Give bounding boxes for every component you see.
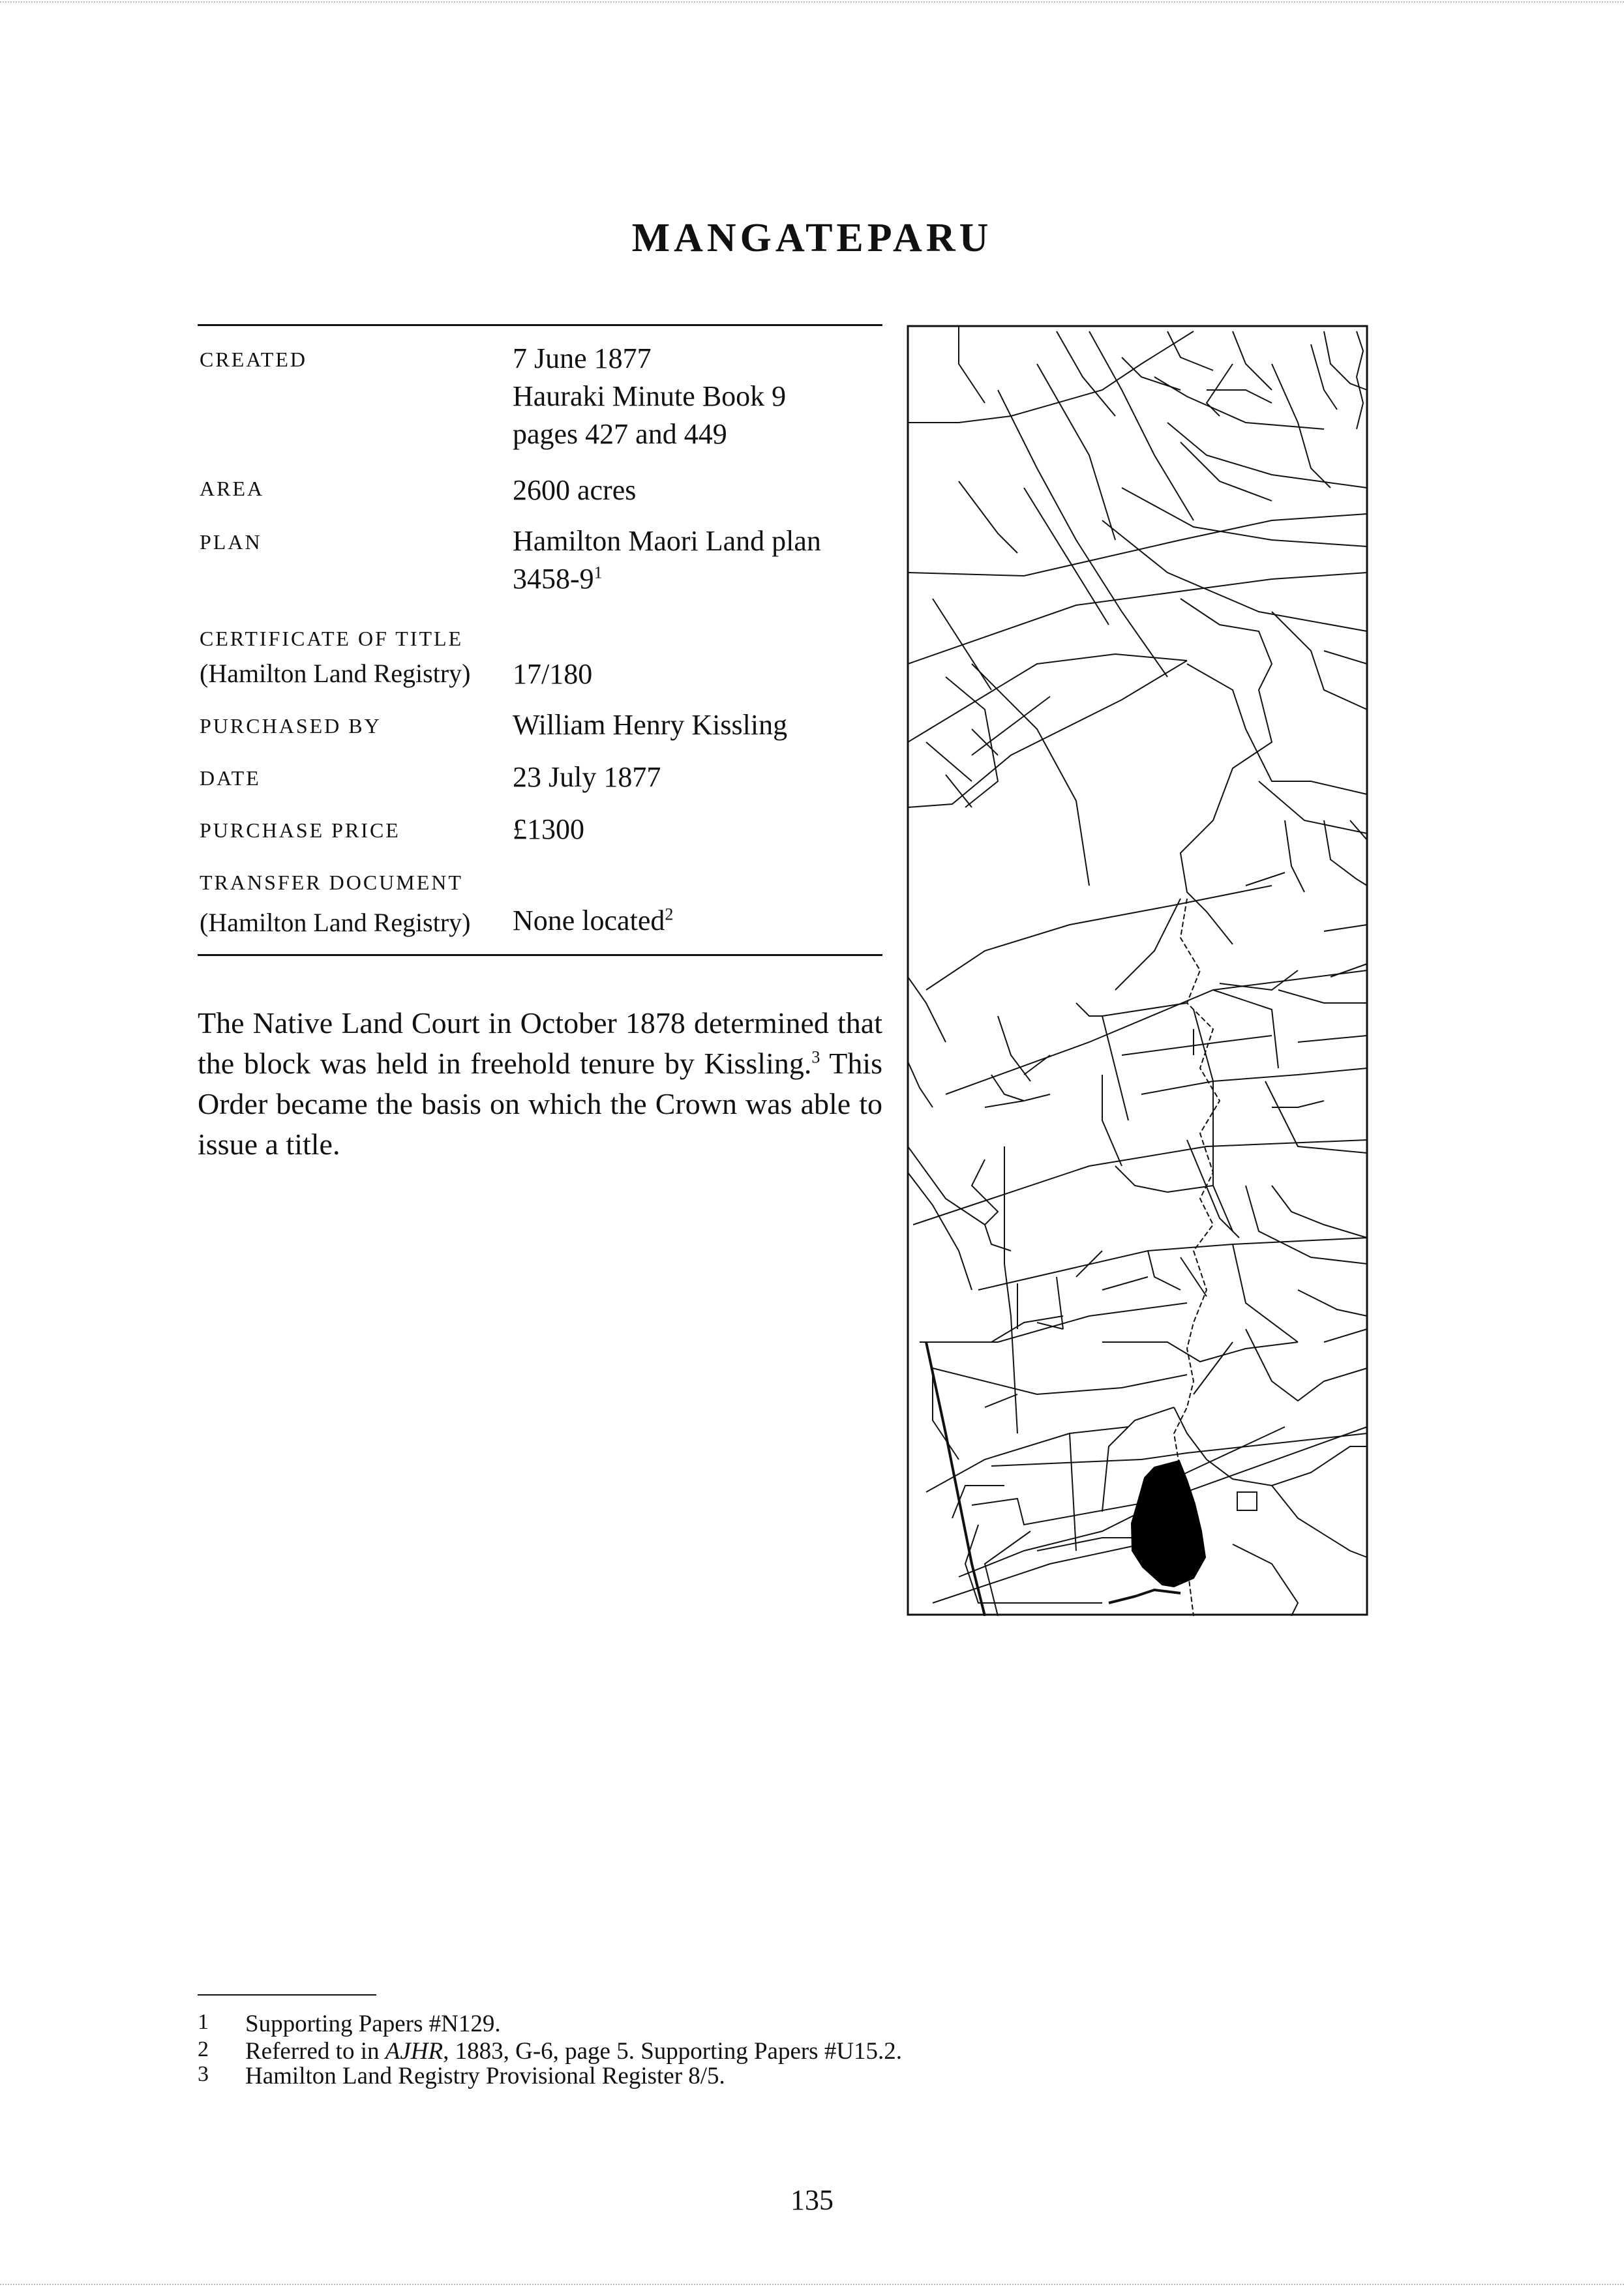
footnote-rule [198, 1994, 376, 1996]
scan-edge-top [0, 1, 1624, 3]
map-border [908, 326, 1367, 1615]
footnote-text: Supporting Papers #N129. [245, 2011, 501, 2037]
detail-value: 23 July 1877 [513, 761, 661, 793]
detail-label: CERTIFICATE OF TITLE [200, 627, 464, 650]
road-line [926, 1342, 985, 1616]
small-parcel-box [1237, 1492, 1257, 1510]
detail-value [513, 522, 821, 598]
detail-value-line: pages 427 and 449 [513, 418, 727, 450]
page-number: 135 [790, 2184, 834, 2216]
detail-label: PURCHASED BY [200, 714, 382, 738]
detail-value: William Henry Kissling [513, 709, 788, 741]
body-text-part: This Order became the basis on which the Crown was able to issue a title. [198, 1047, 882, 1161]
detail-sublabel: (Hamilton Land Registry) [200, 908, 471, 937]
footnote-ref: 3 [811, 1047, 820, 1067]
page-title: MANGATEPARU [631, 216, 993, 260]
footnote-number: 2 [198, 2037, 209, 2061]
body-text-part: The Native Land Court in October 1878 determined that the block was held in freehold tenure by Kissling. [198, 1006, 882, 1080]
footnote-number: 1 [198, 2010, 209, 2034]
footnote-text-pre: Referred to in [245, 2038, 385, 2065]
detail-value-line: Hamilton Maori Land plan [513, 525, 821, 557]
footnote-ref: 1 [594, 563, 603, 582]
body-paragraph [198, 1003, 882, 1165]
scan-edge-bottom [0, 2284, 1624, 2285]
detail-label: PLAN [200, 530, 262, 554]
map-svg [907, 325, 1368, 1616]
mangateparu-block-highlight [1132, 1461, 1205, 1587]
footnote-ref: 2 [665, 905, 674, 924]
footnote [198, 2062, 1176, 2088]
footnote-number: 3 [198, 2062, 209, 2086]
detail-value [513, 340, 786, 453]
detail-value-line: Hauraki Minute Book 9 [513, 380, 787, 412]
detail-value: £1300 [513, 813, 584, 845]
detail-label: PURCHASE PRICE [200, 818, 400, 842]
table-top-rule [198, 324, 882, 326]
detail-value [513, 902, 673, 940]
table-bottom-rule [198, 954, 882, 956]
parcel-boundaries [908, 326, 1367, 1616]
detail-label: DATE [200, 766, 261, 790]
detail-label: TRANSFER DOCUMENT [200, 871, 463, 894]
detail-value-text: None located [513, 905, 665, 936]
footnote-text [245, 2037, 902, 2065]
detail-value-line: 7 June 1877 [513, 342, 652, 374]
footnote-text-post: , 1883, G-6, page 5. Supporting Papers #U15.2. [443, 2038, 903, 2065]
land-block-map [907, 325, 1368, 1616]
detail-value-line: 3458-9 [513, 563, 594, 595]
footnote [198, 2010, 1176, 2036]
detail-sublabel: (Hamilton Land Registry) [200, 659, 471, 688]
detail-value: 2600 acres [513, 474, 637, 506]
detail-label: CREATED [200, 348, 307, 371]
footnote [198, 2037, 1176, 2063]
detail-label: AREA [200, 477, 265, 500]
footnote-journal-title: AJHR [385, 2038, 444, 2065]
river-line [1109, 1590, 1180, 1603]
footnote-text: Hamilton Land Registry Provisional Register 8/5. [245, 2063, 725, 2089]
detail-value: 17/180 [513, 658, 593, 690]
